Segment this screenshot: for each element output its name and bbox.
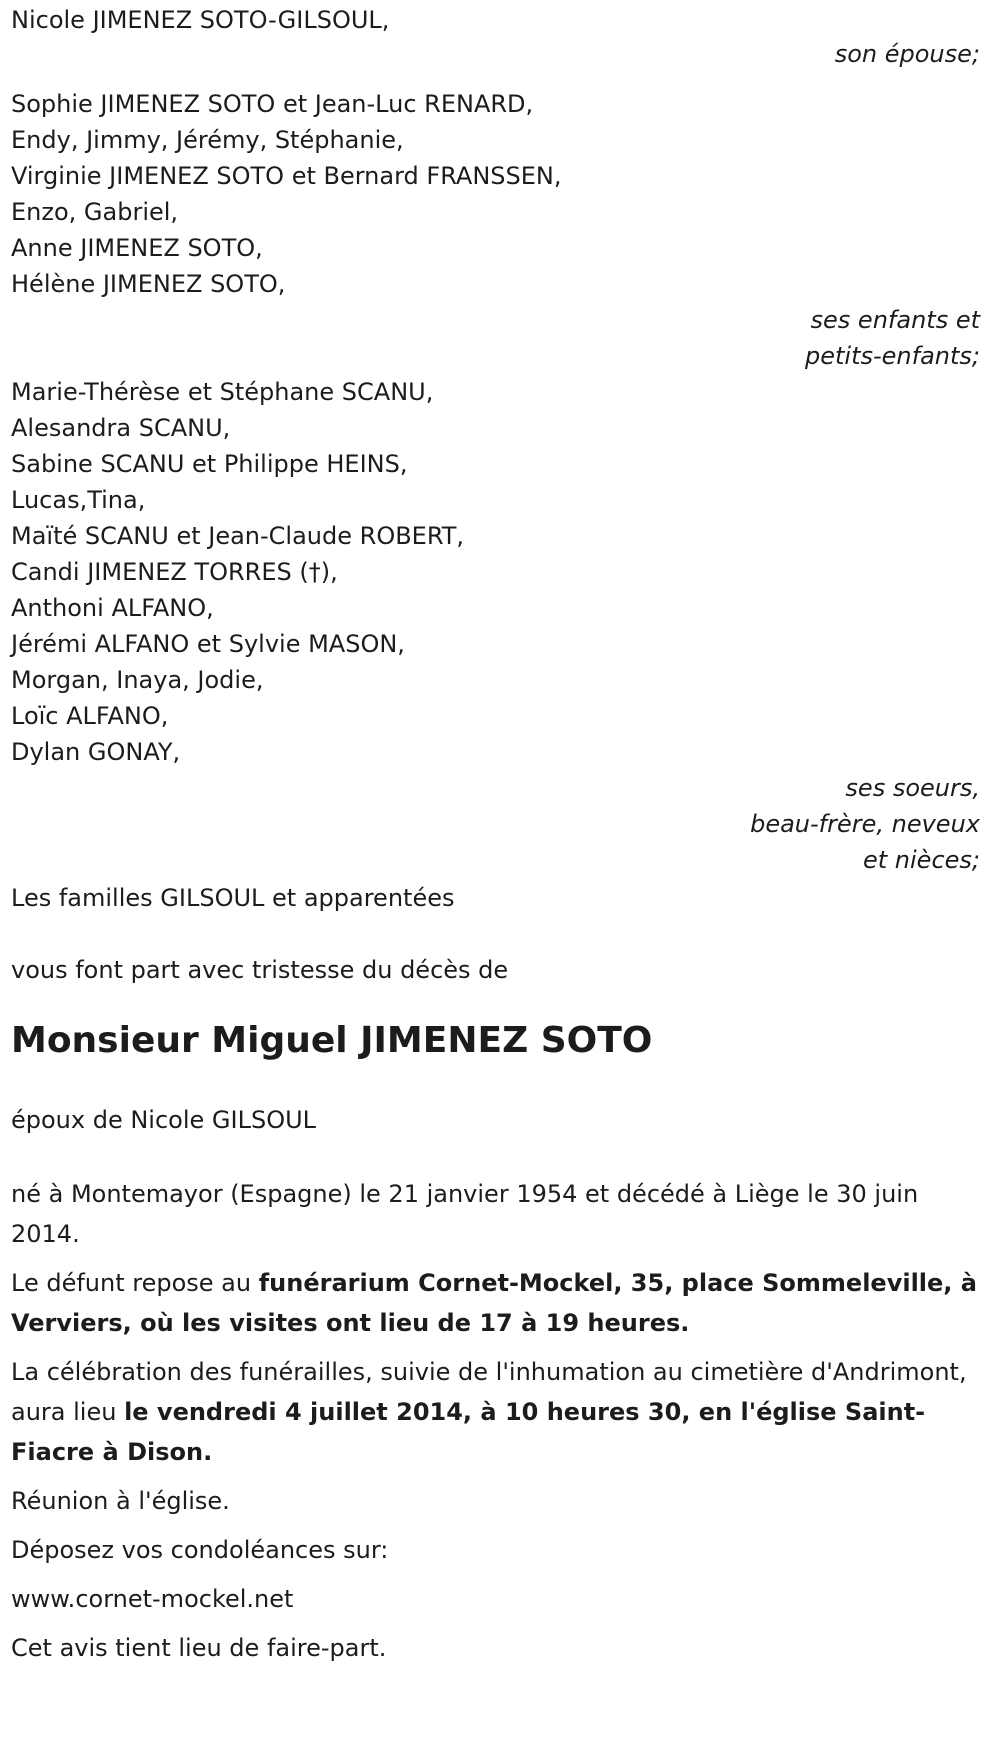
ceremony-details: le vendredi 4 juillet 2014, à 10 heures 30, en l'église Saint-Fiacre à Dison.: [11, 1398, 926, 1466]
family-name-line: Nicole JIMENEZ SOTO-GILSOUL,: [11, 6, 390, 34]
deceased-name: Monsieur Miguel JIMENEZ SOTO: [11, 1020, 653, 1061]
family-name-line: Jérémi ALFANO et Sylvie MASON,: [11, 630, 405, 658]
family-name-line: Anthoni ALFANO,: [11, 594, 214, 622]
family-group-spouse: [11, 0, 980, 74]
closing-line: Cet avis tient lieu de faire-part.: [11, 1634, 387, 1662]
relation-label: et nièces;: [863, 846, 980, 874]
rest-paragraph: [11, 1263, 980, 1343]
family-name-line: Sabine SCANU et Philippe HEINS,: [11, 450, 408, 478]
birth-death-paragraph: né à Montemayor (Espagne) le 21 janvier 1954 et décédé à Liège le 30 juin 2014.: [11, 1180, 919, 1248]
relation-label: beau-frère, neveux: [750, 810, 980, 838]
relation-label: ses enfants et: [810, 306, 980, 334]
family-name-line: Hélène JIMENEZ SOTO,: [11, 270, 286, 298]
family-name-line: Morgan, Inaya, Jodie,: [11, 666, 264, 694]
family-name-line: Enzo, Gabriel,: [11, 198, 179, 226]
relation-label: son épouse;: [834, 40, 980, 68]
spouse-line: époux de Nicole GILSOUL: [11, 1106, 317, 1134]
condolences-label: Déposez vos condoléances sur:: [11, 1536, 389, 1564]
family-name-line: Virginie JIMENEZ SOTO et Bernard FRANSSEN,: [11, 162, 562, 190]
family-name-line: Maïté SCANU et Jean-Claude ROBERT,: [11, 522, 465, 550]
family-name-line: Sophie JIMENEZ SOTO et Jean-Luc RENARD,: [11, 90, 534, 118]
family-name-line: Marie-Thérèse et Stéphane SCANU,: [11, 378, 434, 406]
families-line: Les familles GILSOUL et apparentées: [11, 884, 455, 912]
family-name-line: Anne JIMENEZ SOTO,: [11, 234, 263, 262]
family-name-line: Alesandra SCANU,: [11, 414, 231, 442]
announcement-line: vous font part avec tristesse du décès de: [11, 956, 509, 984]
rest-prefix: Le défunt repose au: [11, 1269, 259, 1297]
ceremony-prefix: La célébration des funérailles, suivie de l'inhumation au cimetière d'Andrimont, aura lieu: [11, 1358, 967, 1426]
meeting-line: Réunion à l'église.: [11, 1487, 230, 1515]
website-link[interactable]: www.cornet-mockel.net: [11, 1585, 294, 1613]
family-name-line: Lucas,Tina,: [11, 486, 146, 514]
relation-label: ses soeurs,: [845, 774, 980, 802]
family-group-siblings: [11, 372, 980, 880]
family-name-line: Endy, Jimmy, Jérémy, Stéphanie,: [11, 126, 404, 154]
family-group-children: [11, 84, 980, 376]
family-name-line: Candi JIMENEZ TORRES (†),: [11, 558, 338, 586]
relation-label: petits-enfants;: [805, 342, 980, 370]
family-name-line: Loïc ALFANO,: [11, 702, 169, 730]
ceremony-paragraph: [11, 1352, 980, 1472]
rest-location: funérarium Cornet-Mockel, 35, place Sommeleville, à Verviers, où les visites ont lieu de 17 à 19 heures.: [11, 1269, 977, 1337]
family-name-line: Dylan GONAY,: [11, 738, 181, 766]
